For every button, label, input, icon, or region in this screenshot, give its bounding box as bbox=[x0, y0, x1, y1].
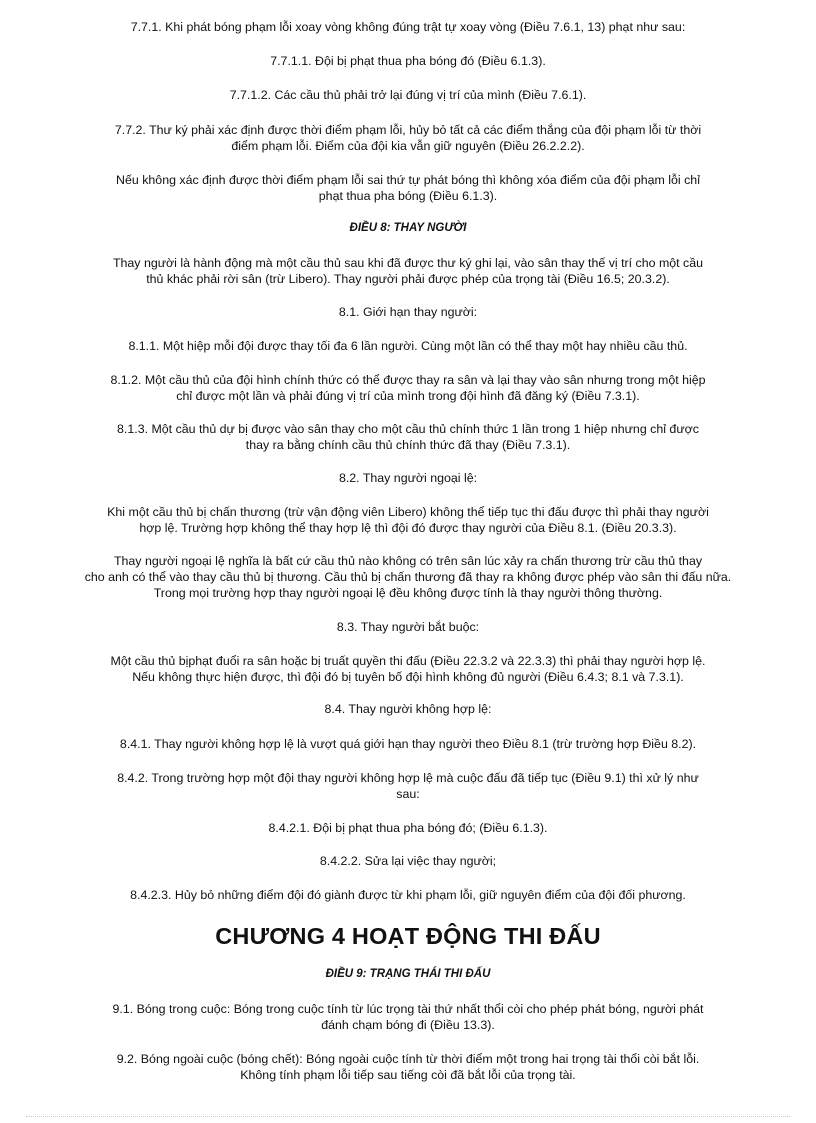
clause-8-3-mandatory bbox=[40, 653, 776, 685]
clause-7-7-1-2 bbox=[40, 87, 776, 103]
text-line: phạt thua pha bóng (Điều 6.1.3). bbox=[318, 189, 498, 203]
text-line: Nếu không thực hiện được, thì đội đó bị tuyên bố đội hình không đủ người (Điều 6.4.3; 8.1 và 7.3.1). bbox=[132, 670, 684, 684]
page-bottom-divider bbox=[26, 1116, 790, 1117]
text-line: Nếu không xác định được thời điểm phạm lỗi sai thứ tự phát bóng thì không xóa điểm của đội phạm lỗi chỉ bbox=[116, 173, 700, 187]
clause-8-4-2-2 bbox=[40, 853, 776, 869]
text-line: thay ra bằng chính cầu thủ chính thức đã thay (Điều 7.3.1). bbox=[245, 438, 571, 452]
heading-text: ĐIỀU 8: THAY NGƯỜI bbox=[349, 222, 467, 234]
text-line: chỉ được một lần và phải đúng vị trí của mình trong đội hình đã đăng ký (Điều 7.3.1). bbox=[176, 389, 640, 403]
text-line: 8.4.2.2. Sửa lại việc thay người; bbox=[319, 854, 497, 868]
text-line: Thay người ngoại lệ nghĩa là bất cứ cầu thủ nào không có trên sân lúc xảy ra chấn thương trừ cầu thủ thay bbox=[113, 554, 703, 568]
heading-text: ĐIỀU 9: TRẠNG THÁI THI ĐẤU bbox=[325, 968, 491, 980]
clause-8-3 bbox=[40, 619, 776, 635]
clause-8-4-1 bbox=[40, 736, 776, 752]
text-line: 7.7.1.1. Đội bị phạt thua pha bóng đó (Điều 6.1.3). bbox=[270, 54, 546, 68]
text-line: 8.4.2.3. Hủy bỏ những điểm đội đó giành được từ khi phạm lỗi, giữ nguyên điểm của đội đối phương. bbox=[130, 888, 686, 902]
clause-9-1 bbox=[40, 1001, 776, 1033]
article-8-intro bbox=[40, 255, 776, 287]
text-line: 9.2. Bóng ngoài cuộc (bóng chết): Bóng ngoài cuộc tính từ thời điểm một trong hai trọng tài thổi còi bắt lỗi. bbox=[116, 1052, 700, 1066]
text-line: 8.4.1. Thay người không hợp lệ là vượt quá giới hạn thay người theo Điều 8.1 (trừ trường hợp Điều 8.2). bbox=[119, 737, 697, 751]
clause-8-1 bbox=[40, 304, 776, 320]
text-line: thủ khác phải rời sân (trừ Libero). Thay người phải được phép của trọng tài (Điều 16.5; 20.3.2). bbox=[146, 272, 670, 286]
text-line: hợp lệ. Trường hợp không thể thay hợp lệ thì đội đó được thay người của Điều 8.1. (Điều 20.3.3). bbox=[139, 521, 677, 535]
text-line: 8.2. Thay người ngoại lệ: bbox=[338, 471, 478, 485]
text-line: 8.1. Giới hạn thay người: bbox=[338, 305, 478, 319]
text-line: 8.1.2. Một cầu thủ của đội hình chính thức có thể được thay ra sân và lại thay vào sân nhưng trong một hiệp bbox=[110, 373, 706, 387]
text-line: 8.4.2. Trong trường hợp một đội thay người không hợp lệ mà cuộc đấu đã tiếp tục (Điều 9.1) thì xử lý như bbox=[117, 771, 699, 785]
text-line: 8.3. Thay người bắt buộc: bbox=[336, 620, 480, 634]
clause-8-2 bbox=[40, 470, 776, 486]
clause-7-7-2 bbox=[40, 122, 776, 154]
chapter-4-heading bbox=[0, 921, 816, 951]
paragraph-unknown-fault-time bbox=[40, 172, 776, 204]
clause-8-1-2 bbox=[40, 372, 776, 404]
text-line: 7.7.2. Thư ký phải xác định được thời điểm phạm lỗi, hủy bỏ tất cả các điểm thắng của đội phạm lỗi từ thời bbox=[114, 123, 702, 137]
clause-8-4-2-1 bbox=[40, 820, 776, 836]
clause-7-7-1-1 bbox=[40, 53, 776, 69]
chapter-title: CHƯƠNG 4 HOẠT ĐỘNG THI ĐẤU bbox=[215, 923, 601, 949]
clause-8-2-exception-definition bbox=[30, 553, 786, 601]
text-line: 8.4.2.1. Đội bị phạt thua pha bóng đó; (Điều 6.1.3). bbox=[268, 821, 548, 835]
text-line: 9.1. Bóng trong cuộc: Bóng trong cuộc tính từ lúc trọng tài thứ nhất thổi còi cho phép phát bóng, người phát bbox=[112, 1002, 704, 1016]
text-line: 8.1.1. Một hiệp mỗi đội được thay tối đa 6 lần người. Cùng một lần có thể thay một hay nhiều cầu thủ. bbox=[128, 339, 688, 353]
text-line: Trong mọi trường hợp thay người ngoại lệ đều không được tính là thay người thông thường. bbox=[153, 586, 663, 600]
text-line: 8.1.3. Một cầu thủ dự bị được vào sân thay cho một cầu thủ chính thức 1 lần trong 1 hiệp nhưng chỉ được bbox=[117, 422, 699, 436]
clause-8-2-injury bbox=[40, 504, 776, 536]
article-8-heading bbox=[40, 220, 776, 236]
clause-9-2 bbox=[40, 1051, 776, 1083]
text-line: 7.7.1. Khi phát bóng phạm lỗi xoay vòng không đúng trật tự xoay vòng (Điều 7.6.1, 13) phạt như sau: bbox=[130, 20, 686, 34]
text-line: Không tính phạm lỗi tiếp sau tiếng còi đã bắt lỗi của trọng tài. bbox=[240, 1068, 576, 1082]
clause-8-1-1 bbox=[40, 338, 776, 354]
clause-8-1-3 bbox=[40, 421, 776, 453]
clause-8-4 bbox=[40, 701, 776, 717]
text-line: Thay người là hành động mà một cầu thủ sau khi đã được thư ký ghi lại, vào sân thay thế vị trí cho một cầu bbox=[112, 256, 704, 270]
text-line: 8.4. Thay người không hợp lệ: bbox=[324, 702, 492, 716]
article-9-heading bbox=[40, 966, 776, 982]
text-line: điểm phạm lỗi. Điểm của đội kia vẫn giữ nguyên (Điều 26.2.2.2). bbox=[231, 139, 585, 153]
text-line: Khi một cầu thủ bị chấn thương (trừ vận động viên Libero) không thể tiếp tục thi đấu được thì phải thay người bbox=[107, 505, 709, 519]
text-line: cho anh có thể vào thay cầu thủ bị thương. Cầu thủ bị chấn thương đã thay ra không được phép vào sân thi đấu nữa. bbox=[84, 570, 732, 584]
text-line: 7.7.1.2. Các cầu thủ phải trở lại đúng vị trí của mình (Điều 7.6.1). bbox=[229, 88, 587, 102]
clause-7-7-1 bbox=[40, 19, 776, 35]
clause-8-4-2 bbox=[40, 770, 776, 802]
text-line: đánh chạm bóng đi (Điều 13.3). bbox=[321, 1018, 495, 1032]
clause-8-4-2-3 bbox=[40, 887, 776, 903]
text-line: Một cầu thủ bịphạt đuổi ra sân hoặc bị truất quyền thi đấu (Điều 22.3.2 và 22.3.3) thì phải thay người hợp lệ. bbox=[110, 654, 706, 668]
text-line: sau: bbox=[396, 787, 420, 801]
